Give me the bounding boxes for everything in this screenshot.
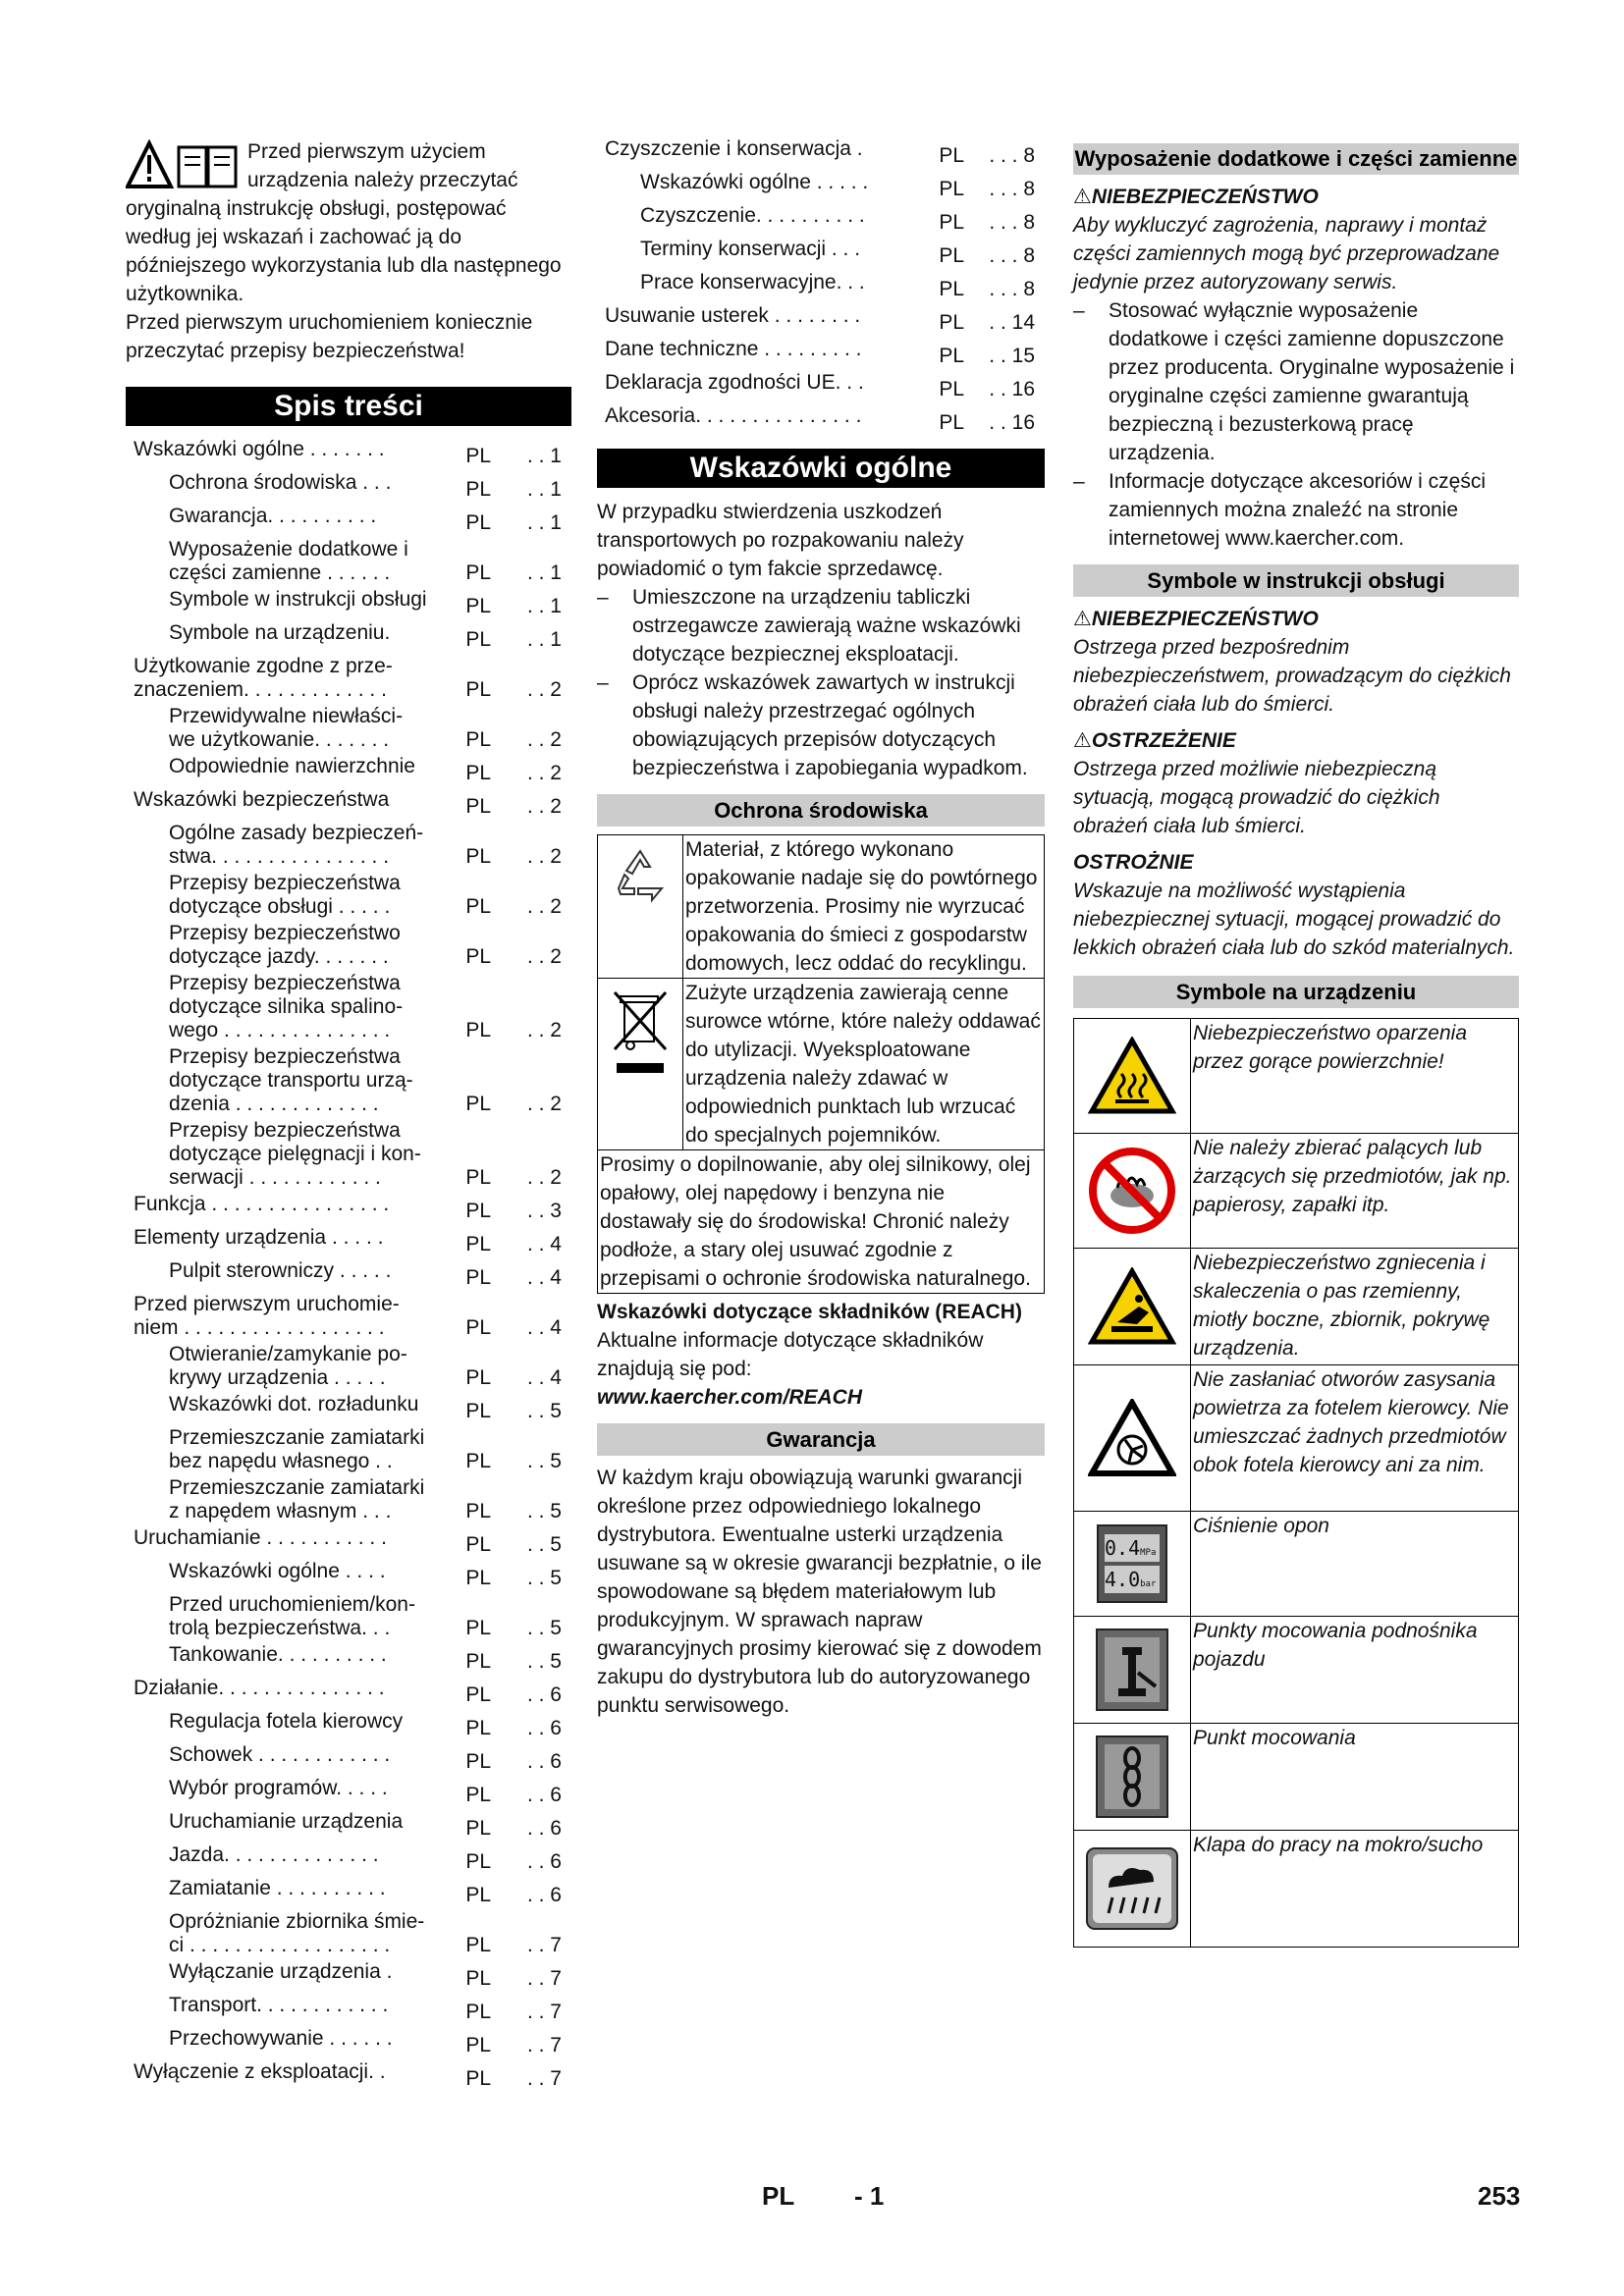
toc-entry[interactable]	[126, 621, 571, 652]
oil-text: Prosimy o dopilnowanie, aby olej silnikowy, olej opałowy, olej napędowy i benzyna nie dostawały się do środowiska! Chronić należy podłoże, a stary olej usuwać zgodnie z przepisami o ochronie środowiska naturalnego.	[600, 1153, 1031, 1290]
toc-entry[interactable]	[126, 1994, 571, 2024]
toc-entry-page: . . 2	[526, 728, 562, 751]
toc-entry[interactable]	[126, 1643, 571, 1674]
pressure-mpa: 0.4MPa	[1105, 1534, 1160, 1562]
toc-entry-title: Przed pierwszym uruchomie- niem . . . . . . . . . . . . . . . . . .	[134, 1293, 400, 1339]
toc-entry-title: Deklaracja zgodności UE. . .	[605, 371, 864, 394]
toc-entry-lang: PL	[465, 845, 491, 868]
toc-entry[interactable]	[126, 1560, 571, 1590]
toc-entry-title: Tankowanie. . . . . . . . . .	[169, 1643, 387, 1666]
warranty-text: W każdym kraju obowiązują warunki gwarancji określone przez odpowiedniego lokalnego dystrybutora. Ewentualne usterki urządzenia usuwane są w okresie gwarancji bezpłatnie, o ile spowodowane są błędem materiałowym lub produkcyjnym. W sprawach napraw gwarancyjnych prosimy kierować się z dowodem zakupu do dystrybutora lub do autoryzowanego punktu serwisowego.	[597, 1467, 1042, 1717]
footer-local-page: - 1	[854, 2181, 885, 2211]
toc-entry[interactable]	[126, 1259, 571, 1290]
toc-entry[interactable]	[126, 872, 571, 919]
toc-entry-title: Ochrona środowiska . . .	[169, 471, 392, 494]
toc-entry-title: Elementy urządzenia . . . . .	[134, 1226, 384, 1249]
danger-label: ⚠NIEBEZPIECZEŃSTWO	[1073, 608, 1319, 630]
general-intro: W przypadku stwierdzenia uszkodzeń transportowych po rozpakowaniu należy powiadomić o tym fakcie sprzedawcę.	[597, 501, 964, 580]
toc-entry[interactable]	[126, 1910, 571, 1957]
toc-entry-lang: PL	[465, 1366, 491, 1389]
toc-entry-title: Uruchamianie . . . . . . . . . . .	[134, 1526, 387, 1549]
intro	[126, 137, 571, 365]
warranty-title: Gwarancja	[597, 1423, 1045, 1456]
symbol-row-jack-points	[1074, 1617, 1518, 1724]
toc-entry-lang: PL	[465, 1400, 491, 1422]
danger-text: Ostrzega przed bezpośrednim niebezpieczeństwem, prowadzącym do ciężkich obrażeń ciała lub do śmierci.	[1073, 636, 1511, 716]
toc-entry-page: . . 3	[526, 1200, 562, 1222]
device-symbols-table	[1073, 1018, 1519, 1948]
toc-entry-page: . . 16	[989, 411, 1035, 434]
warning-label: ⚠OSTRZEŻENIE	[1073, 729, 1236, 752]
toc-entry-title: Ogólne zasady bezpieczeń- stwa. . . . . . . . . . . . . . . .	[169, 822, 424, 868]
toc-entry-title: Czyszczenie. . . . . . . . . .	[640, 204, 865, 227]
toc-entry-title: Uruchamianie urządzenia	[169, 1810, 404, 1833]
toc-entry-lang: PL	[465, 2001, 491, 2023]
column-middle	[597, 137, 1045, 1720]
toc-entry-page: . . 4	[526, 1316, 562, 1339]
toc-entry[interactable]	[126, 655, 571, 702]
toc-entry[interactable]	[597, 371, 1045, 401]
toc-entry[interactable]	[126, 588, 571, 618]
toc-entry-lang: PL	[465, 478, 491, 501]
reach-link[interactable]: www.kaercher.com/REACH	[597, 1386, 862, 1409]
toc-entry-page: . . 16	[989, 378, 1035, 400]
symbol-row-no-burning	[1074, 1134, 1518, 1249]
toc-entry[interactable]	[126, 1343, 571, 1390]
toc-entry-title: Wyłączenie z eksploatacji. .	[134, 2060, 386, 2083]
toc-entry-lang: PL	[465, 1850, 491, 1873]
accessories-bullet-2: – Informacje dotyczące akcesoriów i części zamiennych można znaleźć na stronie internetowej www.kaercher.com.	[1073, 467, 1519, 553]
toc-entry-lang: PL	[465, 1683, 491, 1706]
toc-entry-page: . . 2	[526, 945, 562, 968]
toc-entry-title: Przepisy bezpieczeństwa dotyczące pielęgnacji i kon- serwacji . . . . . . . . . . . .	[169, 1119, 421, 1189]
toc-entry[interactable]	[126, 1293, 571, 1340]
accessories-title: Wyposażenie dodatkowe i części zamienne	[1073, 143, 1519, 175]
toc-entry-lang: PL	[939, 278, 964, 300]
general-title: Wskazówki ogólne	[597, 449, 1045, 488]
toc-entry-lang: PL	[465, 795, 491, 818]
warning-text: Ostrzega przed możliwie niebezpieczną sytuacją, mogącą prowadzić do ciężkich obrażeń ciała lub śmierci.	[1073, 758, 1440, 837]
toc-entry-page: . . 7	[526, 2067, 562, 2090]
recycling-icon	[598, 835, 683, 978]
environment-row-disposal	[598, 979, 1044, 1150]
toc-entry-title: Wskazówki dot. rozładunku	[169, 1393, 419, 1415]
toc-entry[interactable]	[126, 1710, 571, 1740]
symbol-text-tire-pressure: Ciśnienie opon	[1193, 1515, 1329, 1537]
toc-entry[interactable]	[126, 1045, 571, 1116]
toc-entry-title: Użytkowanie zgodne z prze- znaczeniem. . . . . . . . . . . . .	[134, 655, 393, 701]
toc-entry[interactable]	[126, 1677, 571, 1707]
toc-entry[interactable]	[126, 755, 571, 785]
toc-entry-lang: PL	[939, 244, 964, 267]
disposal-text: Zużyte urządzenia zawierają cenne surowce wtórne, które należy oddawać do utylizacji. Wyeksploatowane urządzenia należy zdawać w odpowiednich punktach lub wrzucać do specjalnych pojemników.	[685, 982, 1041, 1147]
toc-entry-lang: PL	[465, 1967, 491, 1990]
toc-entry-title: Zamiatanie . . . . . . . . . .	[169, 1877, 386, 1899]
symbol-row-crushing	[1074, 1249, 1518, 1365]
pressure-display	[1097, 1524, 1167, 1603]
wet-dry-flap-icon	[1074, 1831, 1191, 1947]
toc-entry[interactable]	[126, 505, 571, 535]
toc-entry[interactable]	[597, 238, 1045, 268]
toc-entry-page: . . 1	[526, 511, 562, 534]
toc-entry-lang: PL	[465, 1166, 491, 1189]
toc-entry-page: . . 6	[526, 1817, 562, 1840]
toc-entry[interactable]	[126, 972, 571, 1042]
manual-symbols-title: Symbole w instrukcji obsługi	[1073, 564, 1519, 597]
toc-entry-page: . . . 8	[989, 178, 1035, 200]
table-of-contents-continued	[597, 137, 1045, 435]
toc-entry-page: . . 7	[526, 2034, 562, 2056]
toc-entry-title: Transport. . . . . . . . . . . .	[169, 1994, 389, 2016]
toc-entry-page: . . 2	[526, 678, 562, 701]
symbol-row-tie-down	[1074, 1724, 1518, 1831]
toc-entry[interactable]	[126, 438, 571, 468]
toc-entry-title: Otwieranie/zamykanie po- krywy urządzenia . . . . .	[169, 1343, 407, 1389]
toc-entry-title: Terminy konserwacji . . .	[640, 238, 861, 260]
toc-entry-page: . . 2	[526, 895, 562, 918]
toc-entry-page: . . 4	[526, 1366, 562, 1389]
intro-safety-note: Przed pierwszym uruchomieniem koniecznie przeczytać przepisy bezpieczeństwa!	[126, 311, 533, 362]
toc-entry[interactable]	[126, 1743, 571, 1774]
toc-entry-lang: PL	[465, 1533, 491, 1556]
toc-entry-lang: PL	[465, 2067, 491, 2090]
toc-entry-title: Jazda. . . . . . . . . . . . . .	[169, 1843, 379, 1866]
toc-entry-page: . . 6	[526, 1683, 562, 1706]
toc-entry-lang: PL	[465, 1934, 491, 1956]
footer-language: PL	[762, 2181, 795, 2211]
toc-entry-page: . . 5	[526, 1567, 562, 1589]
environment-row-recycling	[598, 835, 1044, 979]
warning-triangle-icon: ⚠	[1073, 608, 1092, 630]
toc-entry[interactable]	[126, 1526, 571, 1557]
recycling-text: Materiał, z którego wykonano opakowanie nadaje się do powtórnego przetworzenia. Prosimy nie wyrzucać opakowania do śmieci z gospodarstw domowych, lecz oddać do recyklingu.	[685, 838, 1038, 975]
toc-entry-title: Pulpit sterowniczy . . . . .	[169, 1259, 392, 1282]
toc-entry-page: . . 2	[526, 845, 562, 868]
toc-entry-lang: PL	[465, 1316, 491, 1339]
toc-entry-page: . . 1	[526, 561, 562, 584]
intro-text: Przed pierwszym użyciem urządzenia należy przeczytać oryginalną instrukcję obsługi, postępować według jej wskazań i zachować ją do późniejszego wykorzystania lub dla następnego użytkownika.	[126, 140, 562, 305]
symbol-row-wet-dry	[1074, 1831, 1518, 1947]
toc-entry-lang: PL	[465, 1093, 491, 1115]
toc-entry[interactable]	[597, 204, 1045, 235]
toc-entry-page: . . 2	[526, 1166, 562, 1189]
symbol-text-air-intake: Nie zasłaniać otworów zasysania powietrza za fotelem kierowcy. Nie umieszczać żadnych przedmiotów obok fotela kierowcy ani za nim.	[1193, 1368, 1509, 1476]
toc-entry[interactable]	[597, 271, 1045, 301]
toc-entry-lang: PL	[465, 1617, 491, 1639]
tie-down-chain-icon	[1074, 1724, 1191, 1830]
symbol-text-hot-surface: Niebezpieczeństwo oparzenia przez gorące powierzchnie!	[1193, 1022, 1467, 1073]
toc-entry-lang: PL	[465, 1750, 491, 1773]
toc-entry-lang: PL	[465, 1650, 491, 1673]
toc-entry[interactable]	[597, 404, 1045, 435]
toc-entry[interactable]	[126, 1593, 571, 1640]
crossed-bin-icon	[598, 979, 683, 1149]
symbol-text-tie-down: Punkt mocowania	[1193, 1727, 1356, 1749]
symbol-text-no-burning: Nie należy zbierać palących lub żarzących się przedmiotów, jak np. papierosy, zapałki itp.	[1193, 1137, 1512, 1216]
toc-entry-page: . . 1	[526, 628, 562, 651]
warning-triangle-icon: ⚠	[1073, 186, 1092, 208]
toc-entry-title: Akcesoria. . . . . . . . . . . . . . .	[605, 404, 862, 427]
column-right	[1073, 137, 1519, 1948]
toc-entry-title: Wybór programów. . . . .	[169, 1777, 388, 1799]
symbol-text-wet-dry: Klapa do pracy na mokro/sucho	[1193, 1834, 1484, 1856]
toc-entry[interactable]	[126, 471, 571, 502]
toc-entry-page: . . . 8	[989, 244, 1035, 267]
symbol-row-air-intake	[1074, 1365, 1518, 1512]
symbol-text-crushing: Niebezpieczeństwo zgniecenia i skaleczenia o pas rzemienny, miotły boczne, zbiornik, pokrywę urządzenia.	[1193, 1252, 1490, 1360]
general-bullet-2: – Oprócz wskazówek zawartych w instrukcji obsługi należy przestrzegać ogólnych obowiązujących przepisów dotyczących bezpieczeństwa i zapobiegania wypadkom.	[597, 668, 1045, 782]
toc-entry[interactable]	[126, 1843, 571, 1874]
toc-entry[interactable]	[126, 1226, 571, 1256]
toc-entry[interactable]	[126, 2060, 571, 2091]
toc-entry-lang: PL	[465, 895, 491, 918]
toc-entry[interactable]	[126, 1476, 571, 1523]
toc-entry-title: Regulacja fotela kierowcy	[169, 1710, 404, 1733]
toc-entry-title: Przewidywalne niewłaści- we użytkowanie. . . . . . .	[169, 705, 404, 751]
toc-entry-lang: PL	[465, 728, 491, 751]
device-symbols-title: Symbole na urządzeniu	[1073, 976, 1519, 1008]
toc-entry-lang: PL	[465, 1233, 491, 1255]
footer-page-number: 253	[1478, 2181, 1521, 2211]
general-bullet-1: – Umieszczone na urządzeniu tabliczki ostrzegawcze zawierają ważne wskazówki dotyczące bezpiecznej eksploatacji.	[597, 583, 1045, 668]
toc-entry-title: Przemieszczanie zamiatarki z napędem własnym . . .	[169, 1476, 425, 1522]
toc-entry-title: Wskazówki ogólne . . . . . . .	[134, 438, 385, 460]
toc-entry[interactable]	[126, 1426, 571, 1473]
environment-title: Ochrona środowiska	[597, 794, 1045, 827]
column-left	[126, 137, 571, 2094]
accessories-danger-label: ⚠NIEBEZPIECZEŃSTWO	[1073, 186, 1319, 208]
toc-entry-page: . . . 8	[989, 144, 1035, 167]
toc-entry-title: Przepisy bezpieczeństwa dotyczące silnika spalino- wego . . . . . . . . . . . . . . .	[169, 972, 404, 1041]
toc-entry-page: . . 6	[526, 1850, 562, 1873]
toc-entry[interactable]	[126, 2027, 571, 2057]
toc-entry-title: Przepisy bezpieczeństwa dotyczące transportu urzą- dzenia . . . . . . . . . . . . .	[169, 1045, 413, 1115]
toc-entry-page: . . 4	[526, 1233, 562, 1255]
toc-entry-title: Funkcja . . . . . . . . . . . . . . . .	[134, 1193, 390, 1215]
accessories-danger-text: Aby wykluczyć zagrożenia, naprawy i montaż części zamiennych mogą być przeprowadzane jedynie przez autoryzowany serwis.	[1073, 214, 1500, 294]
toc-entry-page: . . . 8	[989, 211, 1035, 234]
toc-entry[interactable]	[126, 1393, 571, 1423]
toc-entry-lang: PL	[465, 678, 491, 701]
toc-entry-page: . . 5	[526, 1533, 562, 1556]
toc-entry[interactable]	[126, 1193, 571, 1223]
toc-entry[interactable]	[126, 1119, 571, 1190]
toc-entry[interactable]	[126, 822, 571, 869]
toc-entry-page: . . 6	[526, 1717, 562, 1739]
toc-entry-lang: PL	[465, 945, 491, 968]
toc-entry-lang: PL	[465, 511, 491, 534]
toc-entry[interactable]	[597, 171, 1045, 201]
toc-entry-title: Dane techniczne . . . . . . . . .	[605, 338, 862, 360]
toc-entry[interactable]	[126, 1877, 571, 1907]
toc-entry-lang: PL	[939, 411, 964, 434]
toc-entry-lang: PL	[465, 1266, 491, 1289]
toc-entry-title: Wskazówki ogólne . . . .	[169, 1560, 386, 1582]
toc-entry-lang: PL	[465, 628, 491, 651]
caution-label: OSTROŻNIE	[1073, 851, 1194, 874]
toc-entry-page: . . 5	[526, 1617, 562, 1639]
hot-surface-icon	[1074, 1019, 1191, 1133]
accessories-bullet-1: – Stosować wyłącznie wyposażenie dodatkowe i części zamienne dopuszczone przez producenta. Oryginalne wyposażenie i oryginalne części zamienne gwarantują bezpieczną i bezusterkową pracę urządzenia.	[1073, 296, 1519, 467]
toc-entry-page: . . 6	[526, 1784, 562, 1806]
warning-manual-icon	[126, 139, 242, 192]
reach-text: Aktualne informacje dotyczące składników znajdują się pod:	[597, 1329, 984, 1380]
toc-entry-page: . . 5	[526, 1650, 562, 1673]
toc-entry-lang: PL	[465, 762, 491, 784]
toc-entry-lang: PL	[465, 561, 491, 584]
reach-title: Wskazówki dotyczące składników (REACH)	[597, 1301, 1022, 1323]
toc-entry-lang: PL	[465, 1450, 491, 1472]
toc-entry[interactable]	[126, 1777, 571, 1807]
toc-entry-page: . . 2	[526, 795, 562, 818]
symbol-row-hot-surface	[1074, 1019, 1518, 1134]
toc-entry-page: . . 2	[526, 1093, 562, 1115]
toc-entry-title: Przemieszczanie zamiatarki bez napędu własnego . .	[169, 1426, 425, 1472]
toc-entry-lang: PL	[939, 211, 964, 234]
toc-entry-page: . . 5	[526, 1450, 562, 1472]
pressure-bar: 4.0bar	[1105, 1566, 1160, 1593]
environment-table	[597, 834, 1045, 1294]
toc-entry-lang: PL	[465, 2034, 491, 2056]
caution-text: Wskazuje na możliwość wystąpienia niebezpiecznej sytuacji, mogącej prowadzić do lekkich obrażeń ciała lub do szkód materialnych.	[1073, 880, 1515, 959]
toc-entry-lang: PL	[939, 311, 964, 334]
warning-triangle-icon: ⚠	[1073, 729, 1092, 752]
toc-entry[interactable]	[126, 1810, 571, 1841]
toc-entry-lang: PL	[465, 1817, 491, 1840]
toc-entry-title: Wyłączanie urządzenia .	[169, 1960, 393, 1983]
toc-entry-page: . . . 8	[989, 278, 1035, 300]
toc-entry-page: . . 4	[526, 1266, 562, 1289]
toc-entry-title: Przepisy bezpieczeństwo dotyczące jazdy. . . . . . .	[169, 922, 401, 968]
toc-entry-title: Wyposażenie dodatkowe i części zamienne . . . . . .	[169, 538, 408, 584]
toc-entry-lang: PL	[939, 345, 964, 367]
toc-entry-page: . . 5	[526, 1400, 562, 1422]
toc-entry[interactable]	[126, 922, 571, 969]
toc-entry-lang: PL	[939, 178, 964, 200]
table-of-contents	[126, 438, 571, 2091]
symbol-text-jack-points: Punkty mocowania podnośnika pojazdu	[1193, 1620, 1478, 1671]
toc-entry-page: . . 1	[526, 478, 562, 501]
toc-entry-lang: PL	[465, 1500, 491, 1522]
jack-point-icon	[1074, 1617, 1191, 1723]
toc-entry-lang: PL	[465, 1884, 491, 1906]
toc-entry-title: Przed uruchomieniem/kon- trolą bezpieczeństwa. . .	[169, 1593, 415, 1639]
toc-entry-title: Gwarancja. . . . . . . . . .	[169, 505, 377, 527]
toc-entry-title: Symbole w instrukcji obsługi	[169, 588, 427, 611]
toc-entry-page: . . 15	[989, 345, 1035, 367]
toc-entry-title: Działanie. . . . . . . . . . . . . . .	[134, 1677, 385, 1699]
toc-entry-page: . . 1	[526, 595, 562, 617]
toc-entry-title: Wskazówki ogólne . . . . .	[640, 171, 869, 193]
toc-entry[interactable]	[597, 304, 1045, 335]
toc-entry-lang: PL	[465, 1019, 491, 1041]
toc-title: Spis treści	[126, 387, 571, 426]
toc-entry[interactable]	[597, 338, 1045, 368]
toc-entry-lang: PL	[465, 1200, 491, 1222]
toc-entry-title: Usuwanie usterek . . . . . . . .	[605, 304, 861, 327]
toc-entry-lang: PL	[465, 1567, 491, 1589]
toc-entry-title: Symbole na urządzeniu.	[169, 621, 391, 644]
toc-entry-page: . . 2	[526, 1019, 562, 1041]
toc-entry-page: . . 5	[526, 1500, 562, 1522]
toc-entry-title: Schowek . . . . . . . . . . . .	[169, 1743, 391, 1766]
toc-entry-page: . . 14	[989, 311, 1035, 334]
environment-row-oil	[598, 1150, 1044, 1293]
tire-pressure-icon	[1074, 1512, 1191, 1616]
toc-entry-page: . . 1	[526, 445, 562, 467]
toc-entry-title: Przepisy bezpieczeństwa dotyczące obsługi . . . . .	[169, 872, 401, 918]
toc-entry-lang: PL	[465, 445, 491, 467]
symbol-row-tire-pressure	[1074, 1512, 1518, 1617]
toc-entry[interactable]	[126, 1960, 571, 1991]
no-burning-objects-icon	[1074, 1134, 1191, 1248]
toc-entry[interactable]	[597, 137, 1045, 168]
toc-entry[interactable]	[126, 788, 571, 819]
toc-entry-title: Wskazówki bezpieczeństwa	[134, 788, 390, 811]
toc-entry-title: Przechowywanie . . . . . .	[169, 2027, 393, 2050]
toc-entry-page: . . 6	[526, 1884, 562, 1906]
air-intake-fan-icon	[1074, 1365, 1191, 1511]
toc-entry[interactable]	[126, 705, 571, 752]
toc-entry-lang: PL	[465, 1784, 491, 1806]
toc-entry-title: Czyszczenie i konserwacja .	[605, 137, 863, 160]
toc-entry-title: Prace konserwacyjne. . .	[640, 271, 865, 294]
toc-entry-page: . . 6	[526, 1750, 562, 1773]
toc-entry-page: . . 7	[526, 1934, 562, 1956]
toc-entry-page: . . 2	[526, 762, 562, 784]
toc-entry-page: . . 7	[526, 1967, 562, 1990]
toc-entry[interactable]	[126, 538, 571, 585]
toc-entry-lang: PL	[939, 144, 964, 167]
toc-entry-title: Odpowiednie nawierzchnie	[169, 755, 415, 777]
toc-entry-lang: PL	[939, 378, 964, 400]
toc-entry-title: Opróżnianie zbiornika śmie- ci . . . . . . . . . . . . . . . . . .	[169, 1910, 425, 1956]
crushing-hazard-icon	[1074, 1249, 1191, 1364]
toc-entry-lang: PL	[465, 1717, 491, 1739]
toc-entry-page: . . 7	[526, 2001, 562, 2023]
toc-entry-lang: PL	[465, 595, 491, 617]
